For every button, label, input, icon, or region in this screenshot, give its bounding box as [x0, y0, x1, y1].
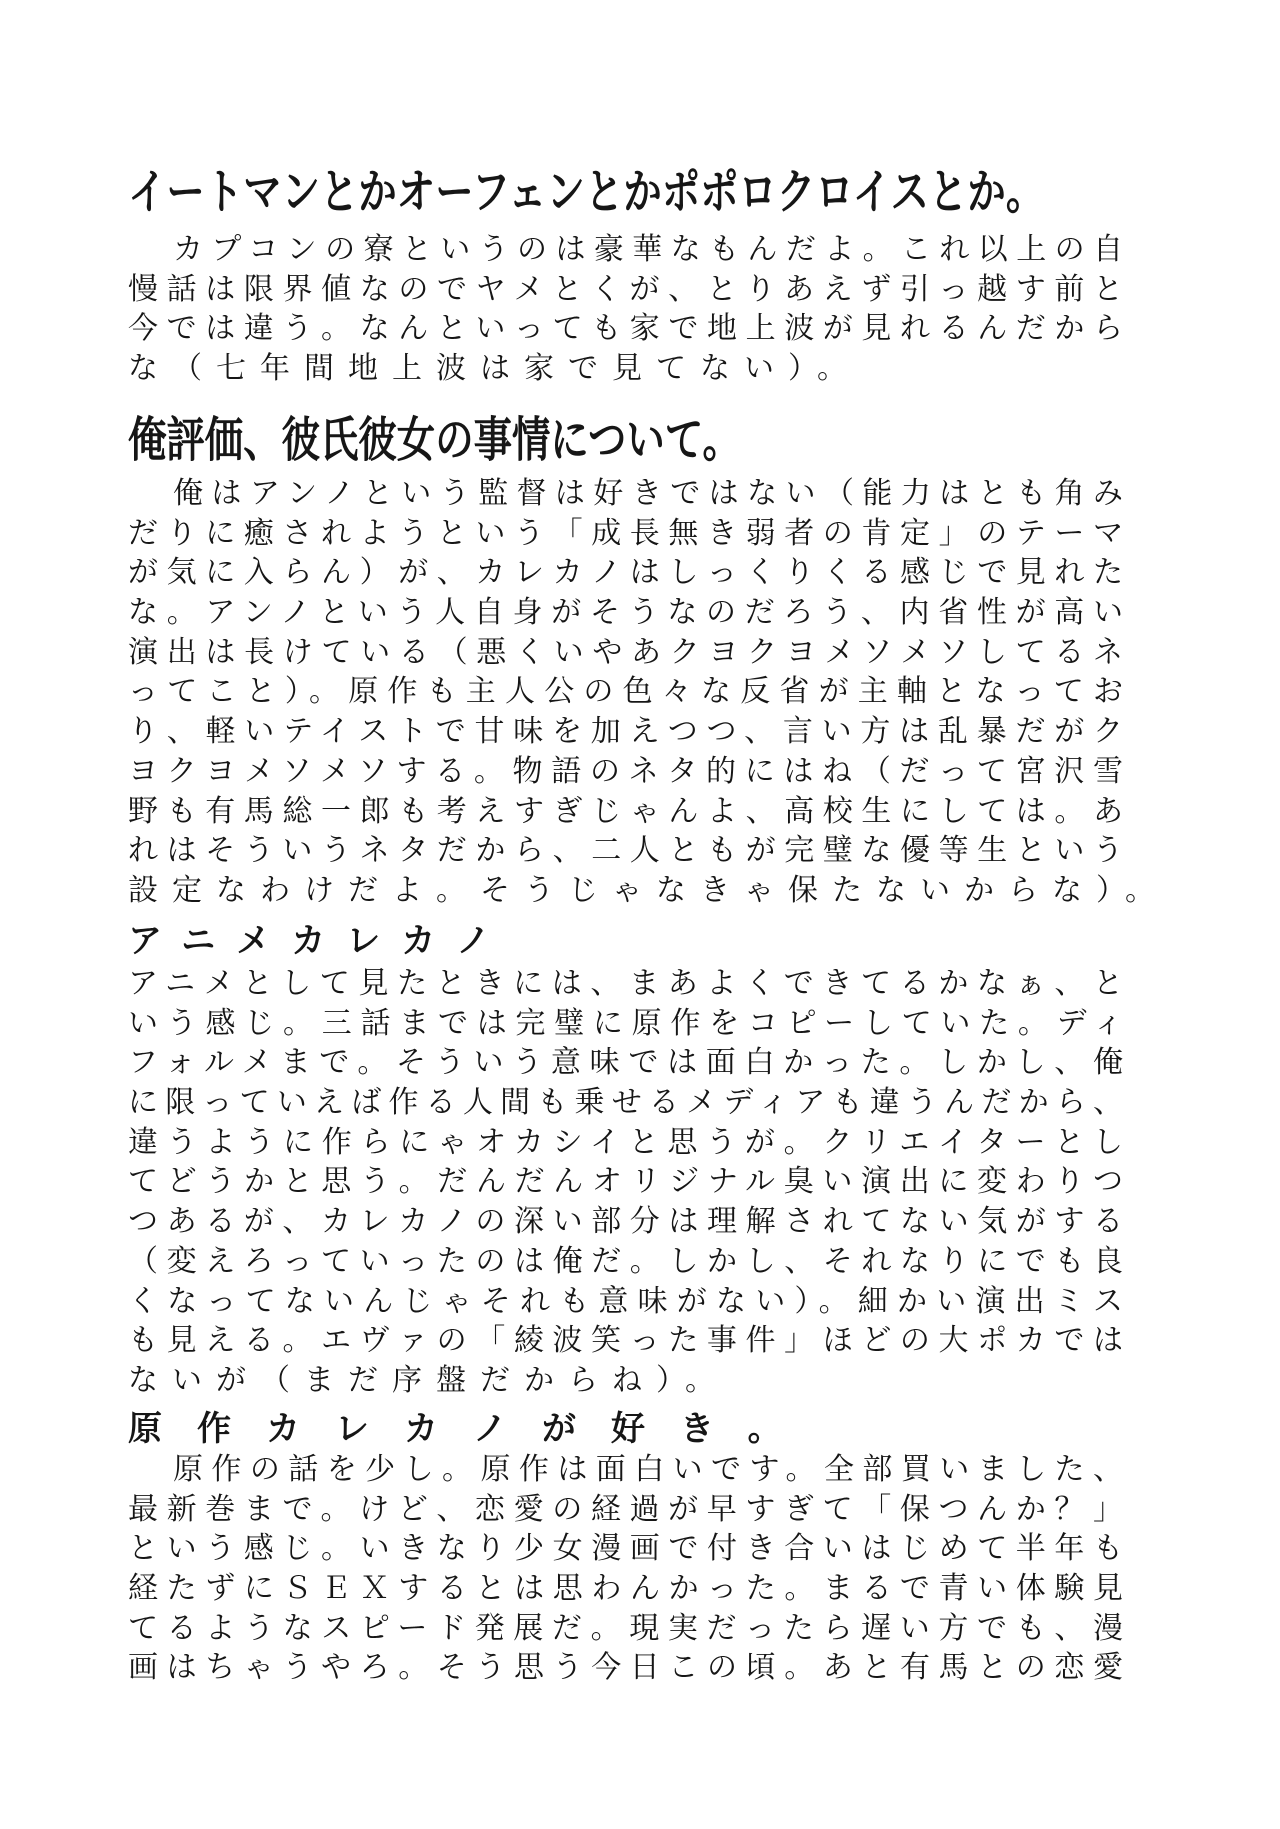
text-line: に限っていえば作る人間も乗せるメディアも違うんだから、 [128, 1085, 1123, 1121]
text-line: 違うように作らにゃオカシイと思うが。クリエイターとし [128, 1124, 1123, 1160]
text-line: な（七年間地上波は家で見てない）。 [128, 351, 861, 387]
text-line: 設定なわけだよ。そうじゃなきゃ保たないからな）。 [128, 872, 1169, 908]
heading-original-karekano: 原作カレカノが好き。 [128, 1409, 817, 1449]
text-line: てるようなスピード発展だ。現実だったら遅い方でも、漫 [128, 1610, 1123, 1646]
text-line: れはそういうネタだから、二人ともが完璧な優等生という [128, 833, 1123, 869]
text-line: つあるが、カレカノの深い部分は理解されてない気がする [128, 1204, 1123, 1240]
text-line: アニメとして見たときには、まあよくできてるかなぁ、と [128, 966, 1123, 1001]
paragraph-capcom-dorm [128, 230, 1123, 389]
text-line: ないが（まだ序盤だからね）。 [128, 1362, 729, 1398]
text-line: フォルメまで。そういう意味では面白かった。しかし、俺 [128, 1045, 1123, 1081]
text-line: 画はちゃうやろ。そう思う今日この頃。あと有馬との恋愛 [128, 1650, 1123, 1686]
text-line: が気に入らん）が、カレカノはしっくりくる感じで見れた [128, 555, 1123, 591]
text-line: 野も有馬総一郎も考えすぎじゃんよ、高校生にしては。あ [128, 793, 1123, 829]
text-line: 経たずにＳＥＸするとは思わんかった。まるで青い体験見 [128, 1571, 1123, 1607]
heading-anime-karekano: アニメカレカノ [128, 921, 512, 961]
heading-eatman-orphen-popolocrois: イートマンとかオーフェンとかポポロクロイスとか。 [128, 164, 1045, 220]
text-line: ってこと）。原作も主人公の色々な反省が主軸となってお [128, 674, 1123, 710]
text-line: てどうかと思う。だんだんオリジナル臭い演出に変わりつ [128, 1164, 1123, 1200]
text-line: 俺はアンノという監督は好きではない（能力はとも角み [173, 476, 1123, 511]
text-line: 今では違う。なんといっても家で地上波が見れるんだから [128, 311, 1123, 347]
text-line: カプコンの寮というのは豪華なもんだよ。これ以上の自 [173, 232, 1123, 267]
text-line: いう感じ。三話までは完璧に原作をコピーしていた。ディ [128, 1005, 1123, 1041]
text-line: な。アンノという人自身がそうなのだろう、内省性が高い [128, 595, 1123, 631]
text-line: くなってないんじゃそれも意味がない）。細かい演出ミス [128, 1283, 1123, 1319]
text-line: だりに癒されようという「成長無き弱者の肯定」のテーマ [128, 515, 1123, 551]
paragraph-anno-review [128, 474, 1169, 911]
paragraph-anime-karekano [128, 964, 1123, 1401]
text-line: 最新巻まで。けど、恋愛の経過が早すぎて「保つんか？」 [128, 1491, 1123, 1527]
text-line: 慢話は限界値なのでヤメとくが、とりあえず引っ越す前と [128, 271, 1123, 307]
text-line: も見える。エヴァの「綾波笑った事件」ほどの大ポカでは [128, 1323, 1123, 1359]
paragraph-original-karekano [128, 1450, 1123, 1688]
text-line: 演出は長けている（悪くいやあクヨクヨメソメソしてるネ [128, 634, 1123, 670]
text-line: という感じ。いきなり少女漫画で付き合いはじめて半年も [128, 1531, 1123, 1567]
text-line: （変えろっていったのは俺だ。しかし、それなりにでも良 [128, 1243, 1123, 1279]
text-line: り、軽いテイストで甘味を加えつつ、言い方は乱暴だがク [128, 714, 1123, 750]
text-line: ヨクヨメソメソする。物語のネタ的にはね（だって宮沢雪 [128, 753, 1123, 789]
heading-kareshi-kanojo-review: 俺評価、彼氏彼女の事情について。 [128, 412, 741, 468]
text-line: 原作の話を少し。原作は面白いです。全部買いました、 [173, 1452, 1123, 1487]
